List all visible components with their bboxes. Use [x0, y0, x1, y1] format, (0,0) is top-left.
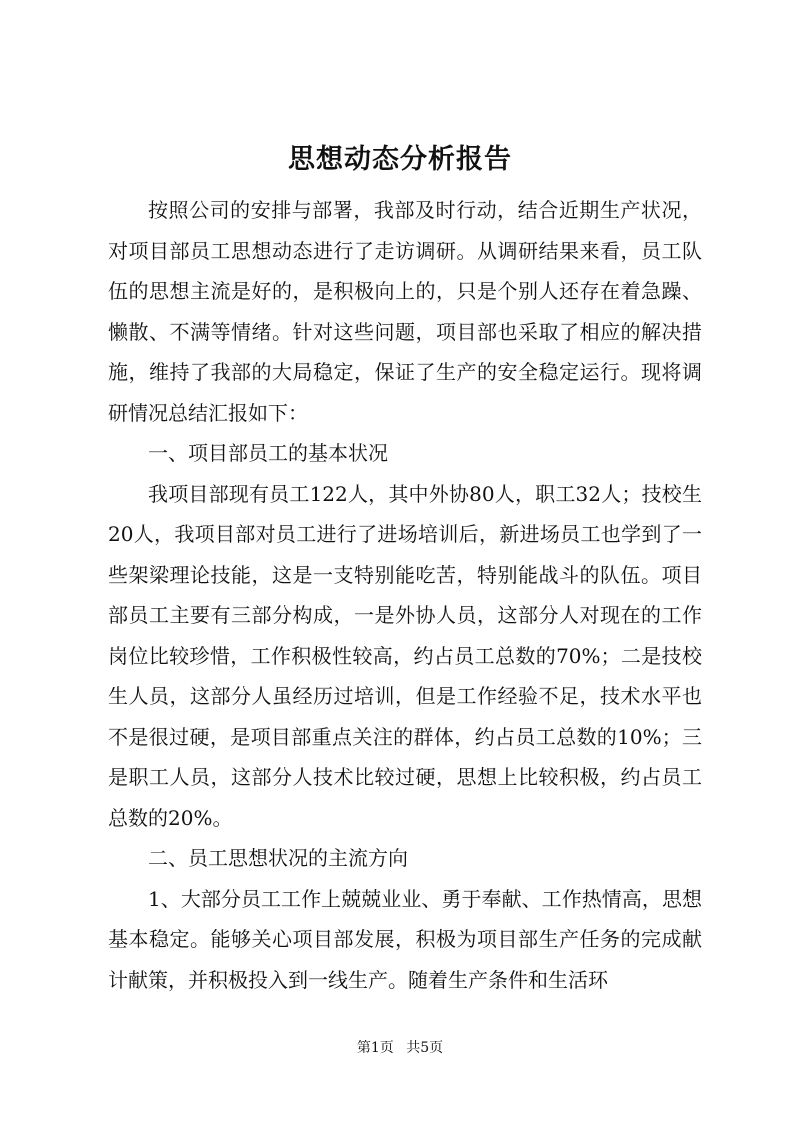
mainstream-paragraph: 1、大部分员工工作上兢兢业业、勇于奉献、工作热情高，思想基本稳定。能够关心项目部发展，积极为项目部生产任务的完成献计献策，并积极投入到一线生产。随着生产条件和生活环	[108, 886, 702, 992]
section-heading-2: 二、员工思想状况的主流方向	[148, 846, 408, 870]
page-footer	[0, 1038, 800, 1058]
page-total: 共5页	[406, 1040, 444, 1056]
intro-paragraph: 按照公司的安排与部署，我部及时行动，结合近期生产状况，对项目部员工思想动态进行了走访调研。从调研结果来看，员工队伍的思想主流是好的，是积极向上的，只是个别人还存在着急躁、懒散、不满等情绪。针对这些问题，项目部也采取了相应的解决措施，维持了我部的大局稳定，保证了生产的安全稳定运行。现将调研情况总结汇报如下：	[108, 198, 702, 425]
document-title: 思想动态分析报告	[288, 144, 512, 175]
staff-status-paragraph: 我项目部现有员工122人，其中外协80人，职工32人；技校生20人，我项目部对员工进行了进场培训后，新进场员工也学到了一些架梁理论技能，这是一支特别能吃苦，特别能战斗的队伍。项目部员工主要有三部分构成，一是外协人员，这部分人对现在的工作岗位比较珍惜，工作积极性较高，约占员工总数的70%；二是技校生人员，这部分人虽经历过培训，但是工作经验不足，技术水平也不是很过硬，是项目部重点关注的群体，约占员工总数的10%；三是职工人员，这部分人技术比较过硬，思想上比较积极，约占员工总数的20%。	[108, 481, 702, 830]
section-heading-1: 一、项目部员工的基本状况	[148, 441, 388, 465]
page-number: 第1页	[356, 1040, 394, 1056]
document-body	[108, 190, 702, 1000]
